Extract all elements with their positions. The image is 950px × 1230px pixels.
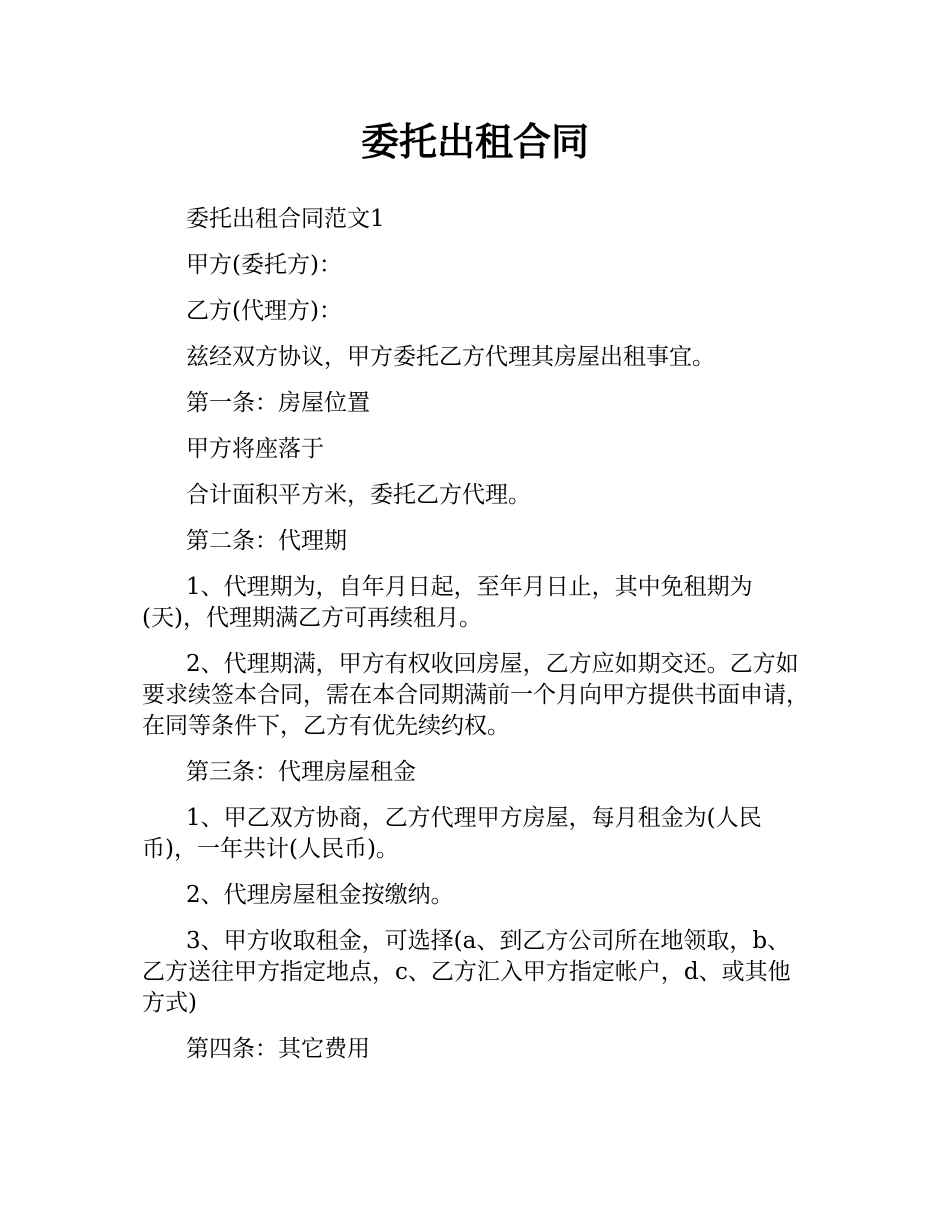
paragraph-party-b: 乙方(代理方)： (186, 298, 342, 324)
paragraph-location: 甲方将座落于 (186, 436, 324, 462)
paragraph-rent-3: 3、甲方收取租金，可选择(a、到乙方公司所在地领取，b、乙方送往甲方指定地点，c、乙方汇入甲方指定帐户，d、或其他方式) (142, 928, 791, 1016)
paragraph-rent-1: 1、甲乙双方协商，乙方代理甲方房屋，每月租金为(人民币)，一年共计(人民币)。 (142, 805, 762, 862)
paragraph-article-2: 第二条：代理期 (186, 528, 347, 554)
paragraph-rent-2: 2、代理房屋租金按缴纳。 (186, 882, 454, 908)
paragraph-area: 合计面积平方米，委托乙方代理。 (186, 482, 531, 508)
paragraph-article-4: 第四条：其它费用 (186, 1036, 370, 1062)
document-body (142, 204, 812, 1080)
paragraph-term-2: 2、代理期满，甲方有权收回房屋，乙方应如期交还。乙方如要求续签本合同，需在本合同期满前一个月向甲方提供书面申请，在同等条件下，乙方有优先续约权。 (142, 651, 809, 739)
paragraph-article-3: 第三条：代理房屋租金 (186, 759, 416, 785)
document-title: 委托出租合同 (360, 120, 589, 164)
paragraph-article-1: 第一条：房屋位置 (186, 390, 370, 416)
paragraph-agreement: 兹经双方协议，甲方委托乙方代理其房屋出租事宜。 (186, 344, 715, 370)
paragraph-party-a: 甲方(委托方)： (186, 252, 342, 278)
paragraph-heading: 委托出租合同范文1 (186, 206, 385, 232)
paragraph-term-1: 1、代理期为，自年月日起，至年月日止，其中免租期为(天)，代理期满乙方可再续租月。 (142, 574, 753, 631)
